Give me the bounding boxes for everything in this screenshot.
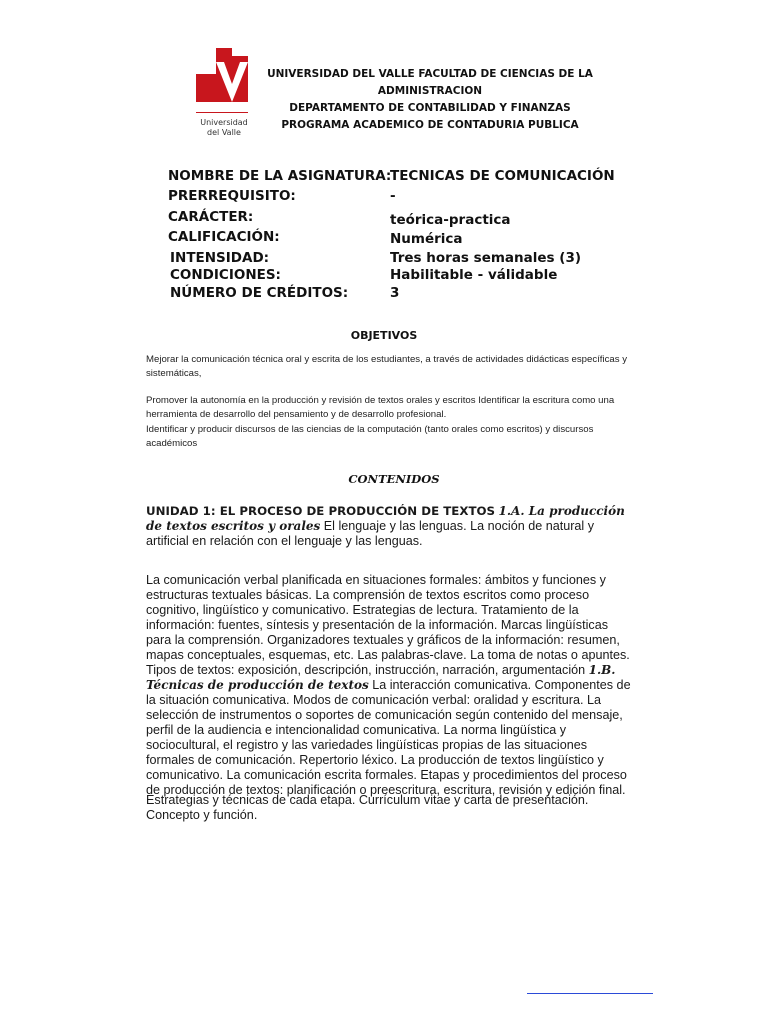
prerrequisito-label: PRERREQUISITO:	[168, 188, 296, 204]
asignatura-value: TECNICAS DE COMUNICACIÓN	[390, 168, 615, 184]
condiciones-value: Habilitable - válidable	[390, 267, 558, 283]
objetivo-paragraph-2: Promover la autonomía en la producción y revisión de textos orales y escritos Identificar la escritura como una herramienta de desarrollo del pensamiento y de desarrollo profesional.	[146, 395, 615, 420]
section-1a-text: El lenguaje y las lenguas. La noción de natural y artificial en relación con el lenguaje y las lenguas.	[146, 519, 595, 548]
section-1b-heading: 1.B. Técnicas de producción de textos	[146, 663, 616, 692]
univalle-logo-icon	[196, 48, 248, 102]
prerrequisito-value: -	[390, 188, 396, 204]
document-header	[255, 66, 605, 134]
header-line4: PROGRAMA ACADEMICO DE CONTADURIA PUBLICA	[281, 119, 579, 131]
intensidad-value: Tres horas semanales (3)	[390, 250, 582, 266]
objetivo-paragraph-1: Mejorar la comunicación técnica oral y escrita de los estudiantes, a través de actividades didácticas específicas y sistemáticas,	[146, 354, 627, 379]
header-line1: UNIVERSIDAD DEL VALLE FACULTAD DE CIENCIAS DE LA	[267, 68, 593, 80]
unidad-1-paragraph	[146, 504, 632, 549]
header-line3: DEPARTAMENTO DE CONTABILIDAD Y FINANZAS	[289, 102, 571, 114]
logo-caption-line2: del Valle	[207, 128, 241, 137]
unidad-1-heading: UNIDAD 1: EL PROCESO DE PRODUCCIÓN DE TEXTOS	[146, 504, 496, 518]
calificacion-label: CALIFICACIÓN:	[168, 229, 280, 245]
footer-link-underline[interactable]	[527, 993, 653, 994]
calificacion-value: Numérica	[390, 231, 463, 247]
asignatura-label: NOMBRE DE LA ASIGNATURA:	[168, 168, 392, 184]
logo-divider	[196, 112, 248, 113]
contenidos-heading: CONTENIDOS	[348, 472, 440, 486]
university-logo	[196, 48, 252, 152]
logo-caption	[196, 118, 252, 138]
content-paragraph-2a: La comunicación verbal planificada en situaciones formales: ámbitos y funciones y estructuras textuales básicas. La comprensión de textos escritos como proceso cognitivo, lingüístico y comunicativo. Estrategias de lectura. Tratamiento de la información: fuentes, síntesis y presentación de la información. Marcas lingüísticas para la comprensión. Organizadores textuales y gráficos de la información: resumen, mapas conceptuales, esquemas, etc. Las palabras-clave. La toma de notas o apuntes. Tipos de textos: exposición, descripción, instrucción, narración, argumentación	[146, 573, 630, 677]
content-paragraph-3: Estrategias y técnicas de cada etapa. Currículum vitae y carta de presentación. Concepto y función.	[146, 793, 589, 822]
objetivo-paragraph-3: Identificar y producir discursos de las ciencias de la computación (tanto orales como escritos) y discursos académicos	[146, 424, 594, 449]
caracter-value: teórica-practica	[390, 212, 511, 228]
objetivos-heading: OBJETIVOS	[350, 329, 418, 342]
content-paragraph-2	[146, 573, 632, 798]
content-paragraph-2b: La interacción comunicativa. Componentes de la situación comunicativa. Modos de comunicación verbal: oralidad y escritura. La selección de instrumentos o soportes de comunicación según contenido del mensaje, perfil de la audiencia e intencionalidad comunicativa. La norma lingüística y sociocultural, el registro y las variedades lingüísticas propias de las situaciones formales de comunicación. Repertorio léxico. La producción de textos lingüístico y comunicativo. La comunicación escrita formales. Etapas y procedimientos del proceso de producción de textos: planificación o preescritura, escritura, revisión y edición final.	[146, 678, 631, 797]
logo-caption-line1: Universidad	[200, 118, 248, 127]
creditos-label: NÚMERO DE CRÉDITOS:	[170, 285, 349, 301]
condiciones-label: CONDICIONES:	[170, 267, 281, 283]
header-line2: ADMINISTRACION	[377, 85, 483, 97]
intensidad-label: INTENSIDAD:	[170, 250, 270, 266]
caracter-label: CARÁCTER:	[168, 209, 254, 225]
creditos-value: 3	[390, 285, 400, 301]
section-1a-heading: 1.A. La producción de textos escritos y orales	[146, 504, 625, 533]
